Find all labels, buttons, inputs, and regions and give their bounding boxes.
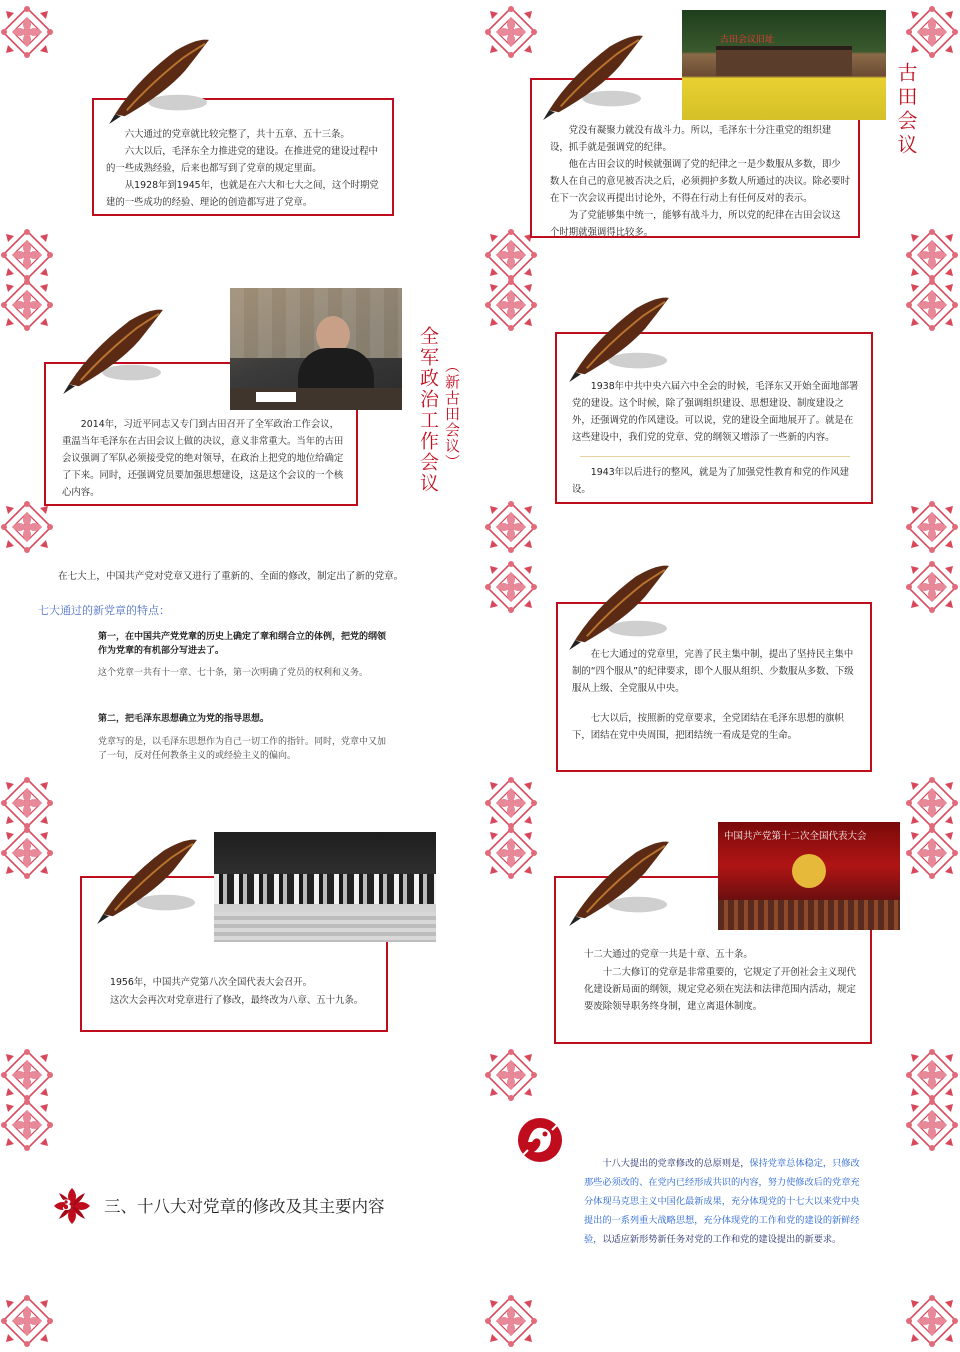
ornament [0, 776, 54, 830]
ornament [0, 228, 54, 282]
ornament [484, 1294, 538, 1348]
congress-banner-text: 中国共产党第十二次全国代表大会 [724, 831, 867, 842]
ornament [905, 560, 959, 614]
twelfth-congress-photo [718, 822, 900, 930]
highlighted-text-run: 保持党章总体稳定，只修改那些必须改的、在党内已经形成共识的内容，努力使修改后的党章充分体现马克思主义中国化最新成果，充分体现党的十七大以来党中央提出的一系列重大战略思想，充分体现党的工作和党的建设的新鲜经验， [584, 1158, 860, 1245]
ornament [905, 1098, 959, 1152]
intro-text: 在七大上，中国共产党对党章又进行了重新的、全面的修改，制定出了新的党章。 [58, 571, 404, 582]
ornament [484, 500, 538, 554]
slide-4-text [572, 378, 862, 446]
paragraph: 为了党能够集中统一，能够有战斗力，所以党的纪律在古田会议这个时期就强调得比较多。 [550, 210, 841, 238]
gutian-site-photo [682, 10, 886, 120]
section-heading: 七大通过的新党章的特点： [38, 604, 170, 617]
ornament [905, 776, 959, 830]
paragraph: 从1928年到1945年，也就是在六大和七大之间，这个时期党建的一些成功的经验、理论的创造都写进了党章。 [106, 180, 379, 208]
slide-subtitle: （新古田会议） [443, 358, 461, 470]
ornament [905, 1048, 959, 1102]
quill-pen-icon [60, 306, 170, 396]
eighth-congress-photo [214, 832, 436, 942]
slide-8-text [584, 964, 860, 1015]
ornament [484, 560, 538, 614]
slide-10-text [584, 1154, 862, 1249]
ornament [905, 5, 959, 59]
ornament [0, 1048, 54, 1102]
ornament [484, 5, 538, 59]
ornament [905, 228, 959, 282]
text-line: 十二大通过的党章一共是十章、五十条。 [584, 949, 753, 960]
ornament [905, 278, 959, 332]
ornament [484, 1048, 538, 1102]
ornament [0, 5, 54, 59]
paragraph: 六大以后，毛泽东全力推进党的建设。在推进党的建设过程中的一些成熟经验，后来也都写到了党章的规定里面。 [106, 146, 378, 174]
point-1-text: 这个党章一共有十一章、七十条，第一次明确了党员的权利和义务。 [98, 668, 369, 678]
ornament [905, 1294, 959, 1348]
section-heading: 三、十八大对党章的修改及其主要内容 [104, 1197, 385, 1216]
slide-title: 全军政治工作会议 [417, 326, 439, 494]
divider [580, 456, 850, 457]
paragraph: 1943年以后进行的整风，就是为了加强党性教育和党的作风建设。 [572, 467, 850, 495]
quill-pen-icon [94, 836, 204, 926]
ornament [484, 826, 538, 880]
slide-3-text [62, 416, 344, 501]
ornament [0, 500, 54, 554]
ornament [0, 1294, 54, 1348]
slide-4-text-2 [572, 464, 862, 498]
ornament [484, 278, 538, 332]
point-1-title: 第一，在中国共产党党章的历史上确定了章和纲合立的体例，把党的纲领作为党章的有机部分写进去了。 [98, 632, 387, 656]
paragraph: 他在古田会议的时候就强调了党的纪律之一是少数服从多数，即少数人在自己的意见被否决之后，必须拥护多数人所通过的决议。除必要时在下一次会议再提出讨论外，不得在行动上有任何反对的表示。 [550, 159, 851, 204]
quill-pen-icon [566, 294, 676, 384]
slide-2-text [550, 122, 850, 241]
section-number: 3 [62, 1198, 72, 1214]
text-run: 以适应新形势新任务对党的工作和党的建设提出的新要求。 [602, 1234, 842, 1245]
quill-pen-icon [566, 562, 676, 652]
quill-pen-icon [106, 36, 216, 126]
site-banner-text: 古田会议旧址 [720, 35, 775, 45]
paragraph: 十二大修订的党章是非常重要的，它规定了开创社会主义现代化建设新局面的纲领，规定党必须在宪法和法律范围内活动，规定要废除领导职务终身制，建立离退休制度。 [584, 967, 856, 1012]
ornament [0, 826, 54, 880]
ornament [484, 776, 538, 830]
ornament [0, 1098, 54, 1152]
flower-icon [50, 1184, 94, 1228]
ornament [905, 826, 959, 880]
slide-6-text [572, 646, 858, 697]
text-line: 这次大会再次对党章进行了修改，最终改为八章、五十九条。 [110, 995, 364, 1006]
paper-cut-ornament-icon [512, 1112, 568, 1168]
point-2-text: 党章写的是，以毛泽东思想作为自己一切工作的指针。同时，党章中又加了一句，反对任何教条主义的或经验主义的偏向。 [98, 737, 387, 761]
text-run: 十八大提出的党章修改的总原则是， [602, 1158, 750, 1169]
slide-6-text-2 [572, 710, 858, 744]
paragraph: 党没有凝聚力就没有战斗力。所以，毛泽东十分注重党的组织建设，抓手就是强调党的纪律。 [550, 125, 832, 153]
paragraph: 七大以后，按照新的党章要求，全党团结在毛泽东思想的旗帜下，团结在党中央周围，把团结统一看成是党的生命。 [572, 713, 844, 741]
slide-title: 古田会议 [894, 62, 918, 158]
ornament [905, 500, 959, 554]
quill-pen-icon [540, 32, 650, 122]
quill-pen-icon [566, 838, 676, 928]
ornament [0, 278, 54, 332]
meeting-photo [230, 288, 402, 410]
paragraph: 六大通过的党章就比较完整了，共十五章、五十三条。 [124, 129, 350, 140]
paragraph: 2014年，习近平同志又专门到古田召开了全军政治工作会议，重温当年毛泽东在古田会议上做的决议，意义非常重大。当年的古田会议强调了军队必须接受党的绝对领导，在政治上把党的地位给确定了下来。同时，还强调党员要加强思想建设，这是这个会议的一个核心内容。 [62, 419, 344, 498]
text-line: 1956年，中国共产党第八次全国代表大会召开。 [110, 977, 312, 988]
point-2-title: 第二，把毛泽东思想确立为党的指导思想。 [98, 714, 270, 724]
paragraph: 在七大通过的党章里，完善了民主集中制，提出了坚持民主集中制的“四个服从”的纪律要求，即个人服从组织、少数服从多数、下级服从上级、全党服从中央。 [572, 649, 854, 694]
slide-1-text [106, 126, 384, 211]
paragraph: 1938年中共中央六届六中全会的时候，毛泽东又开始全面地部署党的建设。这个时候，除了强调组织建设、思想建设、制度建设之外，还强调党的作风建设。可以说，党的建设全面地展开了。就是在这些建设中，我们党的党章、党的纲领又增添了一些新的内容。 [572, 381, 859, 443]
